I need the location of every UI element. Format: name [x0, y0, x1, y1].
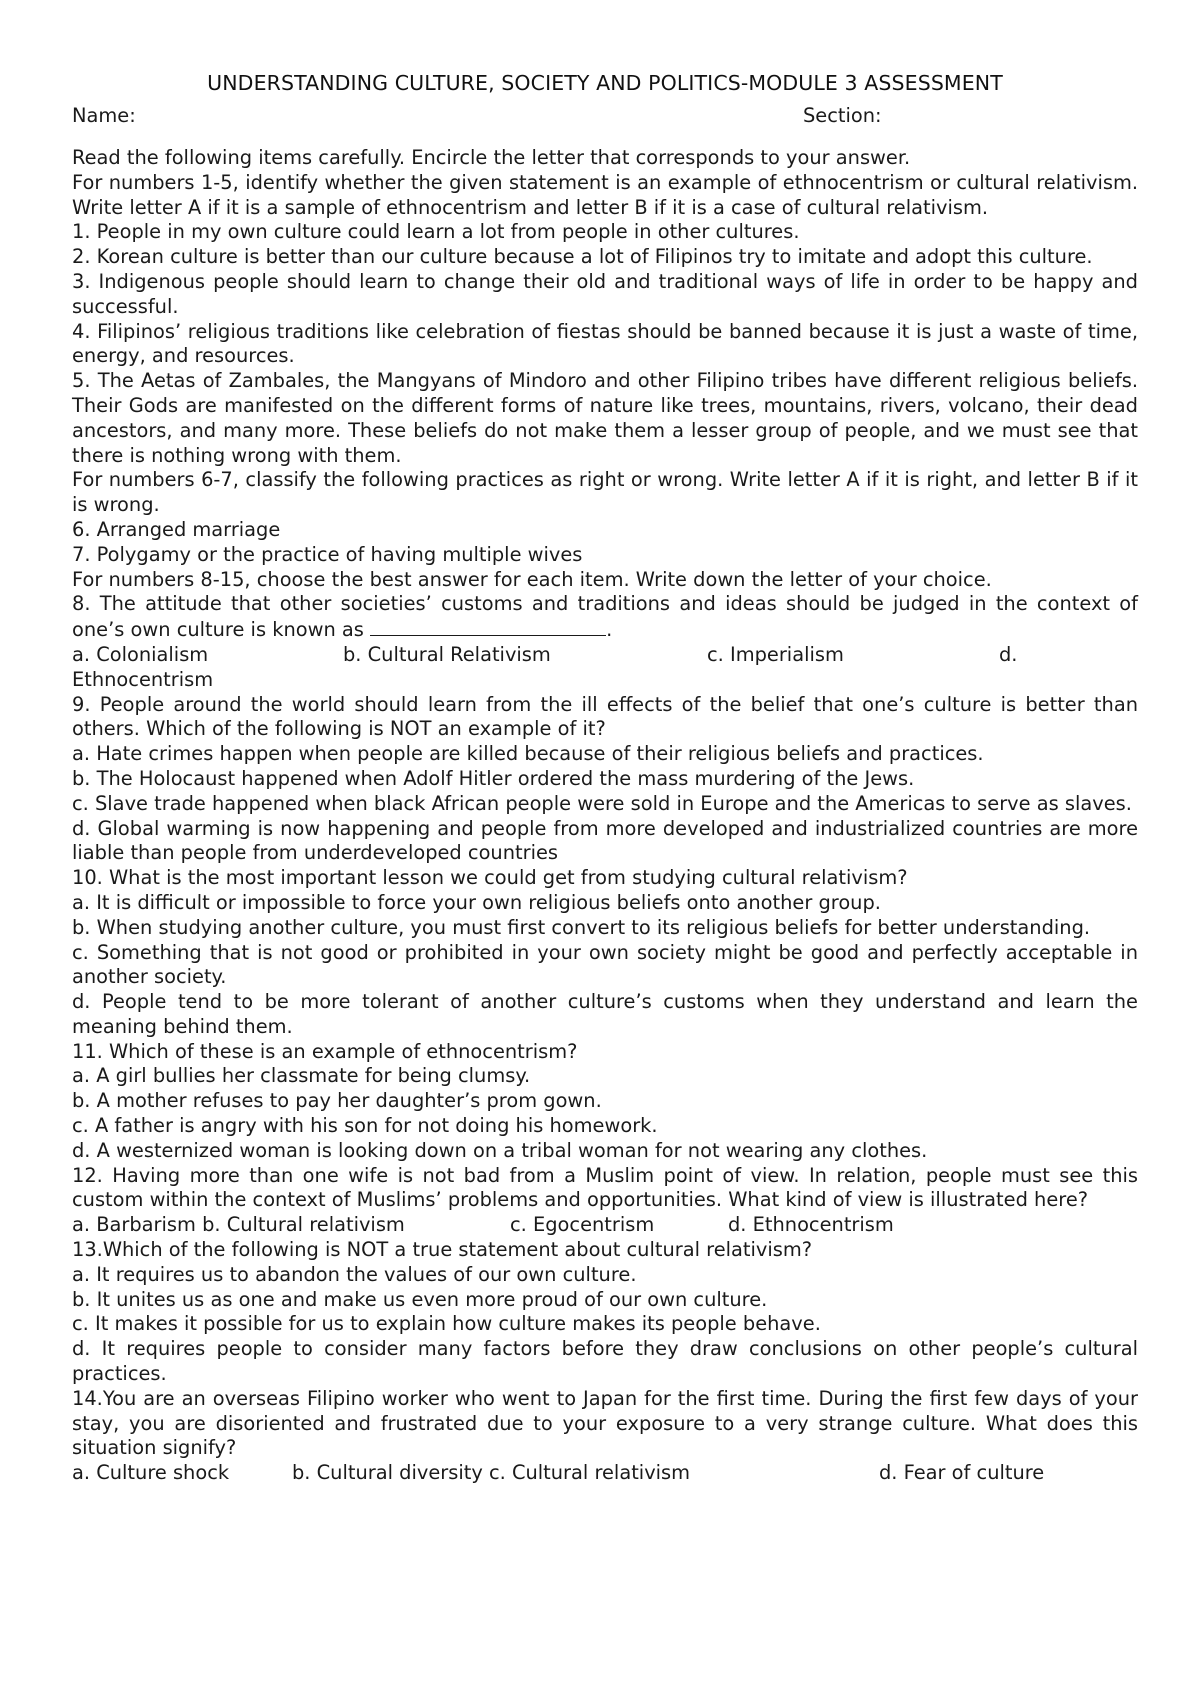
option-c: c. Egocentrism — [510, 1213, 655, 1237]
intro-text: Read the following items carefully. Encircle the letter that corresponds to your answer. — [72, 146, 911, 169]
question-10-option-d: d. People tend to be more tolerant of another culture’s customs when they understand and learn the meaning behind them. — [72, 990, 1138, 1038]
question-9-option-d: d. Global warming is now happening and people from more developed and industrialized countries are more liable than people from underdeveloped countries — [72, 816, 1138, 865]
option-a: a. Colonialism — [72, 642, 209, 666]
question-1: 1. People in my own culture could learn a lot from people in other cultures. — [72, 220, 800, 244]
question-10-option-b: b. When studying another culture, you must first convert to its religious beliefs for better understanding. — [72, 915, 1091, 939]
question-13-option-a: a. It requires us to abandon the values of our own culture. — [72, 1262, 637, 1286]
question-9-option-a: a. Hate crimes happen when people are killed because of their religious beliefs and practices. — [72, 742, 984, 766]
question-11: 11. Which of these is an example of ethnocentrism? — [72, 1039, 578, 1063]
part2-instruction: For numbers 6-7, classify the following practices as right or wrong. Write letter A if it is right, and letter B if it is wrong. — [72, 468, 1138, 517]
option-b: b. Cultural Relativism — [343, 642, 551, 666]
question-8-text: 8. The attitude that other societies’ customs and traditions and ideas should be judged in the context of one’s own culture is known as — [72, 592, 1138, 642]
question-11-option-a: a. A girl bullies her classmate for being clumsy. — [72, 1064, 531, 1088]
option-c: c. Imperialism — [707, 642, 844, 666]
question-8-options — [72, 643, 1138, 668]
question-13-option-d: d. It requires people to consider many factors before they draw conclusions on other people’s cultural practices. — [72, 1337, 1138, 1386]
question-11-option-b: b. A mother refuses to pay her daughter’s prom gown. — [72, 1089, 602, 1113]
question-10-option-c: c. Something that is not good or prohibited in your own society might be good and perfectly acceptable in another society. — [72, 940, 1138, 989]
name-section-row — [72, 104, 1138, 134]
section-label: Section: — [803, 104, 882, 127]
option-ab: a. Barbarism b. Cultural relativism — [72, 1213, 405, 1237]
question-7: 7. Polygamy or the practice of having multiple wives — [72, 542, 583, 566]
question-10-option-a: a. It is difficult or impossible to force your own religious beliefs onto another group. — [72, 890, 881, 914]
option-d: d. — [999, 642, 1018, 666]
question-6: 6. Arranged marriage — [72, 517, 281, 541]
question-14-options — [72, 1461, 1138, 1486]
question-11-option-d: d. A westernized woman is looking down on a tribal woman for not wearing any clothes. — [72, 1138, 928, 1162]
question-11-option-c: c. A father is angry with his son for not doing his homework. — [72, 1114, 658, 1138]
question-10: 10. What is the most important lesson we could get from studying cultural relativism? — [72, 866, 908, 890]
question-5: 5. The Aetas of Zambales, the Mangyans of Mindoro and other Filipino tribes have different religious beliefs. Their Gods are manifested on the different forms of nature like trees, mountains, rivers, volcano, their dead ancestors, and many more. These beliefs do not make them a lesser group of people, and we must see that there is nothing wrong with them. — [72, 369, 1138, 467]
option-a: a. Culture shock — [72, 1461, 230, 1485]
question-9: 9. People around the world should learn from the ill effects of the belief that one’s culture is better than others. Which of the following is NOT an example of it? — [72, 692, 1138, 741]
option-d: d. Ethnocentrism — [728, 1213, 894, 1237]
option-bc: b. Cultural diversity c. Cultural relativism — [292, 1461, 691, 1485]
answer-blank — [370, 617, 606, 636]
question-2: 2. Korean culture is better than our culture because a lot of Filipinos try to imitate and adopt this culture. — [72, 245, 1093, 269]
part1-instruction: For numbers 1-5, identify whether the given statement is an example of ethnocentrism or cultural relativism. Write letter A if it is a sample of ethnocentrism and letter B if it is a case of cultural relativism. — [72, 170, 1138, 219]
question-3: 3. Indigenous people should learn to change their old and traditional ways of life in order to be happy and successful. — [72, 269, 1138, 318]
question-9-option-b: b. The Holocaust happened when Adolf Hitler ordered the mass murdering of the Jews. — [72, 766, 915, 790]
option-d: d. Fear of culture — [879, 1461, 1045, 1485]
name-label: Name: — [72, 104, 136, 127]
question-13: 13.Which of the following is NOT a true statement about cultural relativism? — [72, 1238, 813, 1262]
question-13-option-c: c. It makes it possible for us to explain how culture makes its people behave. — [72, 1312, 821, 1336]
question-12: 12. Having more than one wife is not bad from a Muslim point of view. In relation, people must see this custom within the context of Muslims’ problems and opportunities. What kind of view is illustrated here? — [72, 1163, 1138, 1212]
question-4: 4. Filipinos’ religious traditions like celebration of fiestas should be banned because it is just a waste of time, energy, and resources. — [72, 319, 1138, 368]
question-12-options — [72, 1213, 1138, 1238]
question-8-end: . — [606, 618, 613, 642]
part3-instruction: For numbers 8-15, choose the best answer for each item. Write down the letter of your choice. — [72, 567, 992, 591]
question-8 — [72, 592, 1138, 643]
question-9-option-c: c. Slave trade happened when black African people were sold in Europe and the Americas to serve as slaves. — [72, 791, 1132, 815]
question-14: 14.You are an overseas Filipino worker who went to Japan for the first time. During the first few days of your stay, you are disoriented and frustrated due to your exposure to a very strange culture. What does this situation signify? — [72, 1386, 1138, 1460]
question-13-option-b: b. It unites us as one and make us even more proud of our own culture. — [72, 1287, 768, 1311]
option-d-continued: Ethnocentrism — [72, 667, 214, 691]
page-title: UNDERSTANDING CULTURE, SOCIETY AND POLITICS-MODULE 3 ASSESSMENT — [207, 71, 1003, 95]
